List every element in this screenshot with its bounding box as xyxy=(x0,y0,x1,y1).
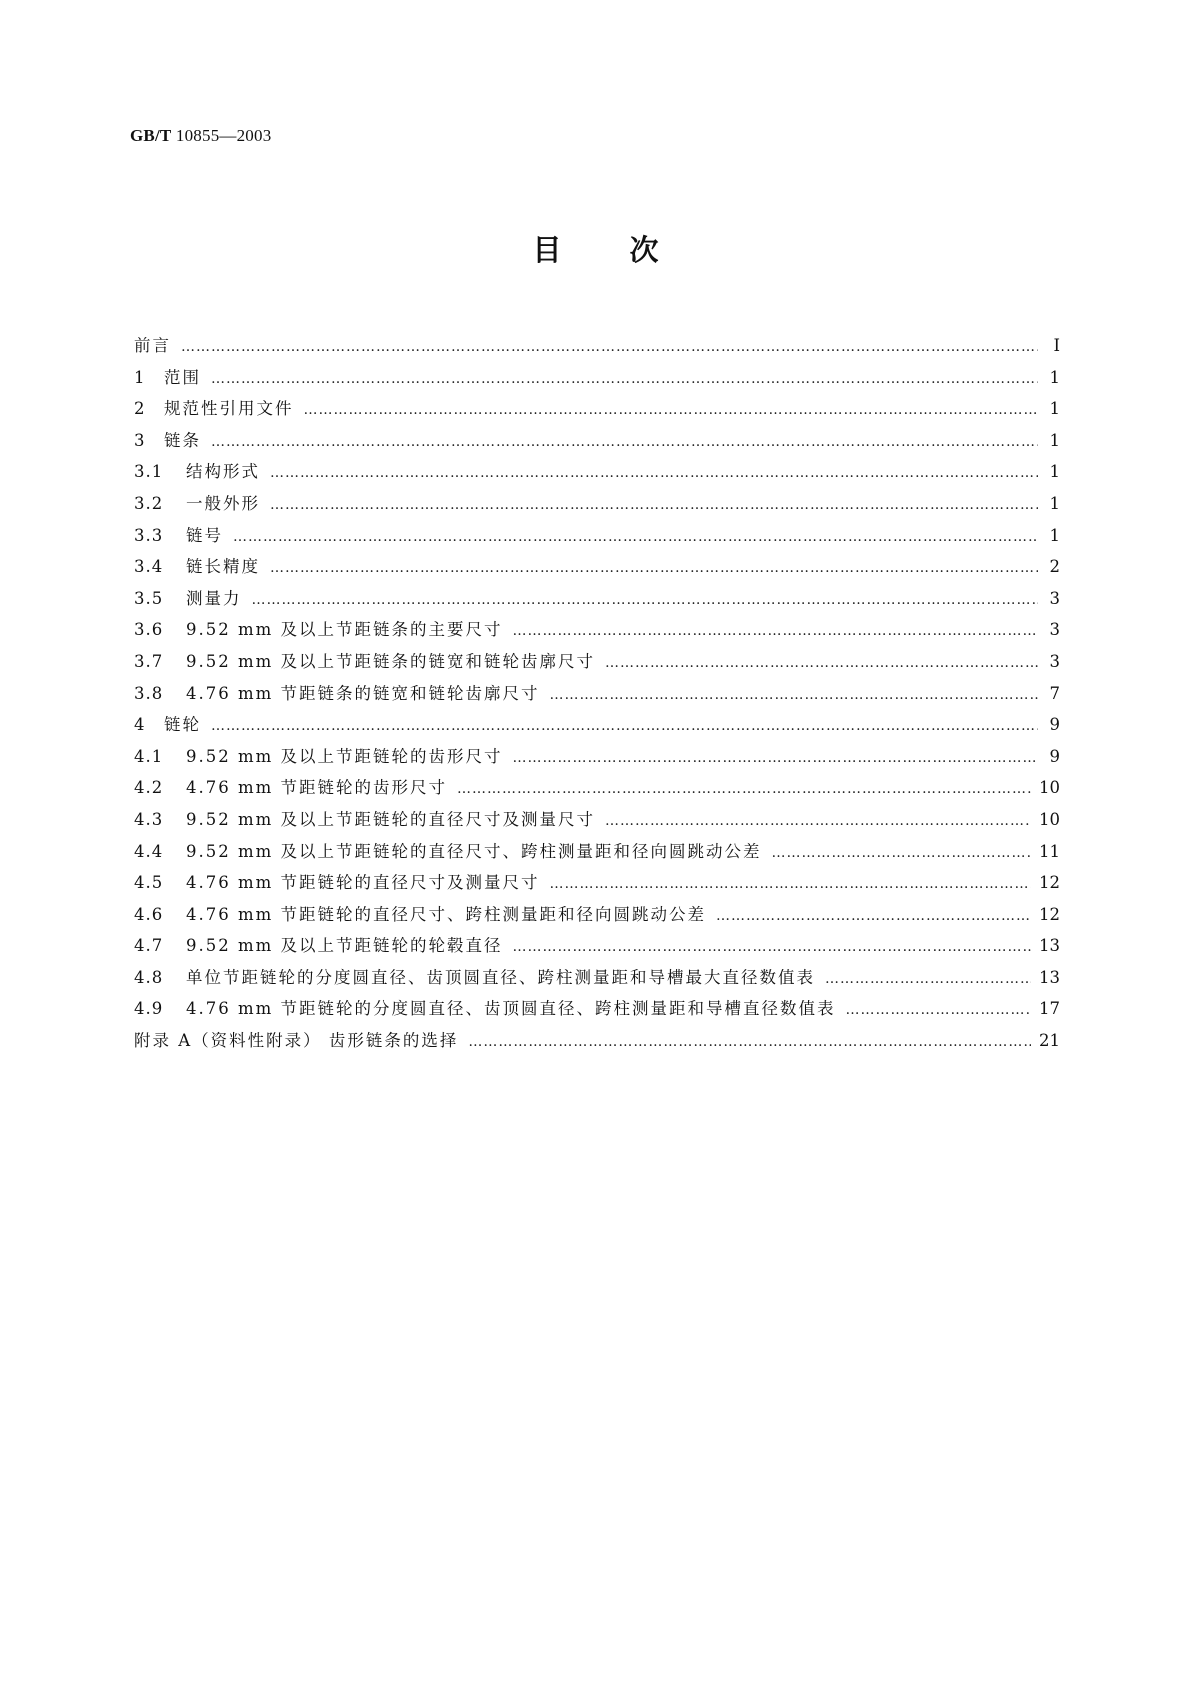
toc-entry-page: 21 xyxy=(1039,1031,1060,1051)
toc-entry-number: 4.5 xyxy=(134,873,164,893)
toc-entry-page: 10 xyxy=(1039,778,1060,798)
toc-leader-dots xyxy=(270,560,1038,576)
toc-leader-dots xyxy=(513,750,1038,766)
toc-leader-dots xyxy=(252,592,1039,608)
toc-entry-2[interactable] xyxy=(134,395,1060,427)
toc-entry-text: 一般外形 xyxy=(186,493,260,513)
toc-entry-page: 3 xyxy=(1049,620,1060,640)
toc-leader-dots xyxy=(457,781,1031,797)
toc-leader-dots xyxy=(181,339,1038,355)
toc-leader-dots xyxy=(211,718,1038,734)
toc-entry-page: 1 xyxy=(1049,462,1060,482)
document-code xyxy=(130,126,271,146)
toc-leader-dots xyxy=(550,876,1031,892)
toc-entry-page: 9 xyxy=(1049,715,1060,735)
toc-entry-page: 1 xyxy=(1049,430,1060,450)
toc-entry-number: 4.6 xyxy=(134,904,164,924)
toc-leader-dots xyxy=(772,845,1031,861)
toc-entry-page: 7 xyxy=(1049,683,1060,703)
toc-entry-page: 11 xyxy=(1039,841,1060,861)
toc-leader-dots xyxy=(468,1034,1031,1050)
toc-entry-text: 测量力 xyxy=(186,588,242,608)
toc-entry-3[interactable] xyxy=(134,427,1060,459)
toc-entry-page: 12 xyxy=(1039,873,1060,893)
toc-leader-dots xyxy=(550,687,1038,703)
toc-entry-number: 3.7 xyxy=(134,651,164,671)
toc-entry-text: 附录 A（资料性附录） 齿形链条的选择 xyxy=(134,1031,459,1051)
toc-entry-1[interactable] xyxy=(134,364,1060,396)
toc-leader-dots xyxy=(304,402,1039,418)
toc-leader-dots xyxy=(233,529,1038,545)
toc-entry-appendix-a[interactable] xyxy=(134,1027,1060,1059)
toc-entry-page: 2 xyxy=(1049,557,1060,577)
toc-entry-text: 链长精度 xyxy=(186,557,260,577)
toc-entry-4-2[interactable] xyxy=(134,774,1060,806)
toc-entry-text: 范围 xyxy=(164,367,201,387)
toc-entry-number: 1 xyxy=(134,367,146,387)
toc-entry-text: 链条 xyxy=(164,430,201,450)
toc-entry-3-3[interactable] xyxy=(134,522,1060,554)
table-of-contents xyxy=(134,332,1060,1059)
toc-entry-text: 链号 xyxy=(186,525,223,545)
toc-entry-text: 4.76 mm 节距链轮的齿形尺寸 xyxy=(186,778,448,798)
toc-entry-page: 1 xyxy=(1049,493,1060,513)
toc-leader-dots xyxy=(825,971,1031,987)
toc-entry-4[interactable] xyxy=(134,711,1060,743)
toc-entry-number: 4.8 xyxy=(134,967,164,987)
toc-entry-3-8[interactable] xyxy=(134,680,1060,712)
toc-entry-text: 4.76 mm 节距链轮的分度圆直径、齿顶圆直径、跨柱测量距和导槽直径数值表 xyxy=(186,999,836,1019)
toc-entry-number: 3.3 xyxy=(134,525,164,545)
toc-entry-number: 3.4 xyxy=(134,557,164,577)
toc-entry-text: 9.52 mm 及以上节距链条的链宽和链轮齿廓尺寸 xyxy=(186,651,596,671)
toc-entry-page: 3 xyxy=(1049,651,1060,671)
toc-entry-text: 9.52 mm 及以上节距链轮的齿形尺寸 xyxy=(186,746,503,766)
toc-entry-page: I xyxy=(1053,336,1060,355)
toc-entry-number: 4.4 xyxy=(134,841,164,861)
toc-entry-text: 9.52 mm 及以上节距链轮的轮毂直径 xyxy=(186,936,503,956)
document-code-prefix: GB/T xyxy=(130,126,172,145)
toc-entry-page: 17 xyxy=(1039,999,1060,1019)
toc-entry-number: 3.2 xyxy=(134,493,164,513)
toc-entry-text: 9.52 mm 及以上节距链轮的直径尺寸、跨柱测量距和径向圆跳动公差 xyxy=(186,841,762,861)
toc-entry-4-9[interactable] xyxy=(134,995,1060,1027)
toc-leader-dots xyxy=(513,623,1038,639)
toc-entry-number: 4.3 xyxy=(134,809,164,829)
toc-entry-text: 4.76 mm 节距链轮的直径尺寸及测量尺寸 xyxy=(186,873,540,893)
toc-entry-text: 单位节距链轮的分度圆直径、齿顶圆直径、跨柱测量距和导槽最大直径数值表 xyxy=(186,967,815,987)
toc-entry-text: 前言 xyxy=(134,336,171,355)
toc-entry-number: 3.8 xyxy=(134,683,164,703)
toc-entry-text: 规范性引用文件 xyxy=(164,399,294,419)
toc-leader-dots xyxy=(605,655,1038,671)
toc-entry-number: 4.1 xyxy=(134,746,164,766)
toc-entry-page: 12 xyxy=(1039,904,1060,924)
toc-entry-page: 3 xyxy=(1049,588,1060,608)
toc-entry-page: 13 xyxy=(1039,967,1060,987)
toc-entry-4-5[interactable] xyxy=(134,869,1060,901)
toc-entry-text: 结构形式 xyxy=(186,462,260,482)
toc-entry-3-7[interactable] xyxy=(134,648,1060,680)
toc-entry-number: 4 xyxy=(134,715,146,735)
toc-entry-4-3[interactable] xyxy=(134,806,1060,838)
toc-entry-3-1[interactable] xyxy=(134,458,1060,490)
document-code-number: 10855—2003 xyxy=(175,126,272,145)
toc-entry-4-7[interactable] xyxy=(134,932,1060,964)
toc-entry-4-6[interactable] xyxy=(134,901,1060,933)
toc-entry-4-8[interactable] xyxy=(134,964,1060,996)
toc-entry-foreword[interactable] xyxy=(134,332,1060,364)
toc-entry-page: 9 xyxy=(1049,746,1060,766)
toc-entry-4-4[interactable] xyxy=(134,838,1060,870)
toc-leader-dots xyxy=(211,434,1038,450)
toc-entry-text: 4.76 mm 节距链条的链宽和链轮齿廓尺寸 xyxy=(186,683,540,703)
toc-entry-number: 3.6 xyxy=(134,620,164,640)
toc-entry-page: 1 xyxy=(1049,525,1060,545)
toc-entry-3-2[interactable] xyxy=(134,490,1060,522)
toc-entry-3-4[interactable] xyxy=(134,553,1060,585)
toc-entry-3-5[interactable] xyxy=(134,585,1060,617)
toc-entry-page: 1 xyxy=(1049,399,1060,419)
toc-leader-dots xyxy=(270,497,1038,513)
toc-entry-number: 2 xyxy=(134,399,146,419)
toc-entry-number: 4.2 xyxy=(134,778,164,798)
page-title: 目次 xyxy=(532,233,727,267)
toc-entry-number: 3.1 xyxy=(134,462,164,482)
toc-leader-dots xyxy=(211,371,1038,387)
toc-entry-4-1[interactable] xyxy=(134,743,1060,775)
toc-entry-page: 13 xyxy=(1039,936,1060,956)
toc-entry-number: 4.9 xyxy=(134,999,164,1019)
toc-entry-number: 3 xyxy=(134,430,146,450)
toc-entry-page: 1 xyxy=(1049,367,1060,387)
toc-leader-dots xyxy=(270,465,1038,481)
toc-entry-number: 3.5 xyxy=(134,588,164,608)
toc-leader-dots xyxy=(513,939,1031,955)
toc-entry-text: 链轮 xyxy=(164,715,201,735)
toc-leader-dots xyxy=(846,1002,1031,1018)
toc-entry-text: 9.52 mm 及以上节距链轮的直径尺寸及测量尺寸 xyxy=(186,809,596,829)
toc-leader-dots xyxy=(605,813,1031,829)
toc-entry-text: 9.52 mm 及以上节距链条的主要尺寸 xyxy=(186,620,503,640)
toc-entry-text: 4.76 mm 节距链轮的直径尺寸、跨柱测量距和径向圆跳动公差 xyxy=(186,904,707,924)
toc-entry-3-6[interactable] xyxy=(134,616,1060,648)
toc-entry-page: 10 xyxy=(1039,809,1060,829)
toc-leader-dots xyxy=(716,908,1031,924)
toc-entry-number: 4.7 xyxy=(134,936,164,956)
